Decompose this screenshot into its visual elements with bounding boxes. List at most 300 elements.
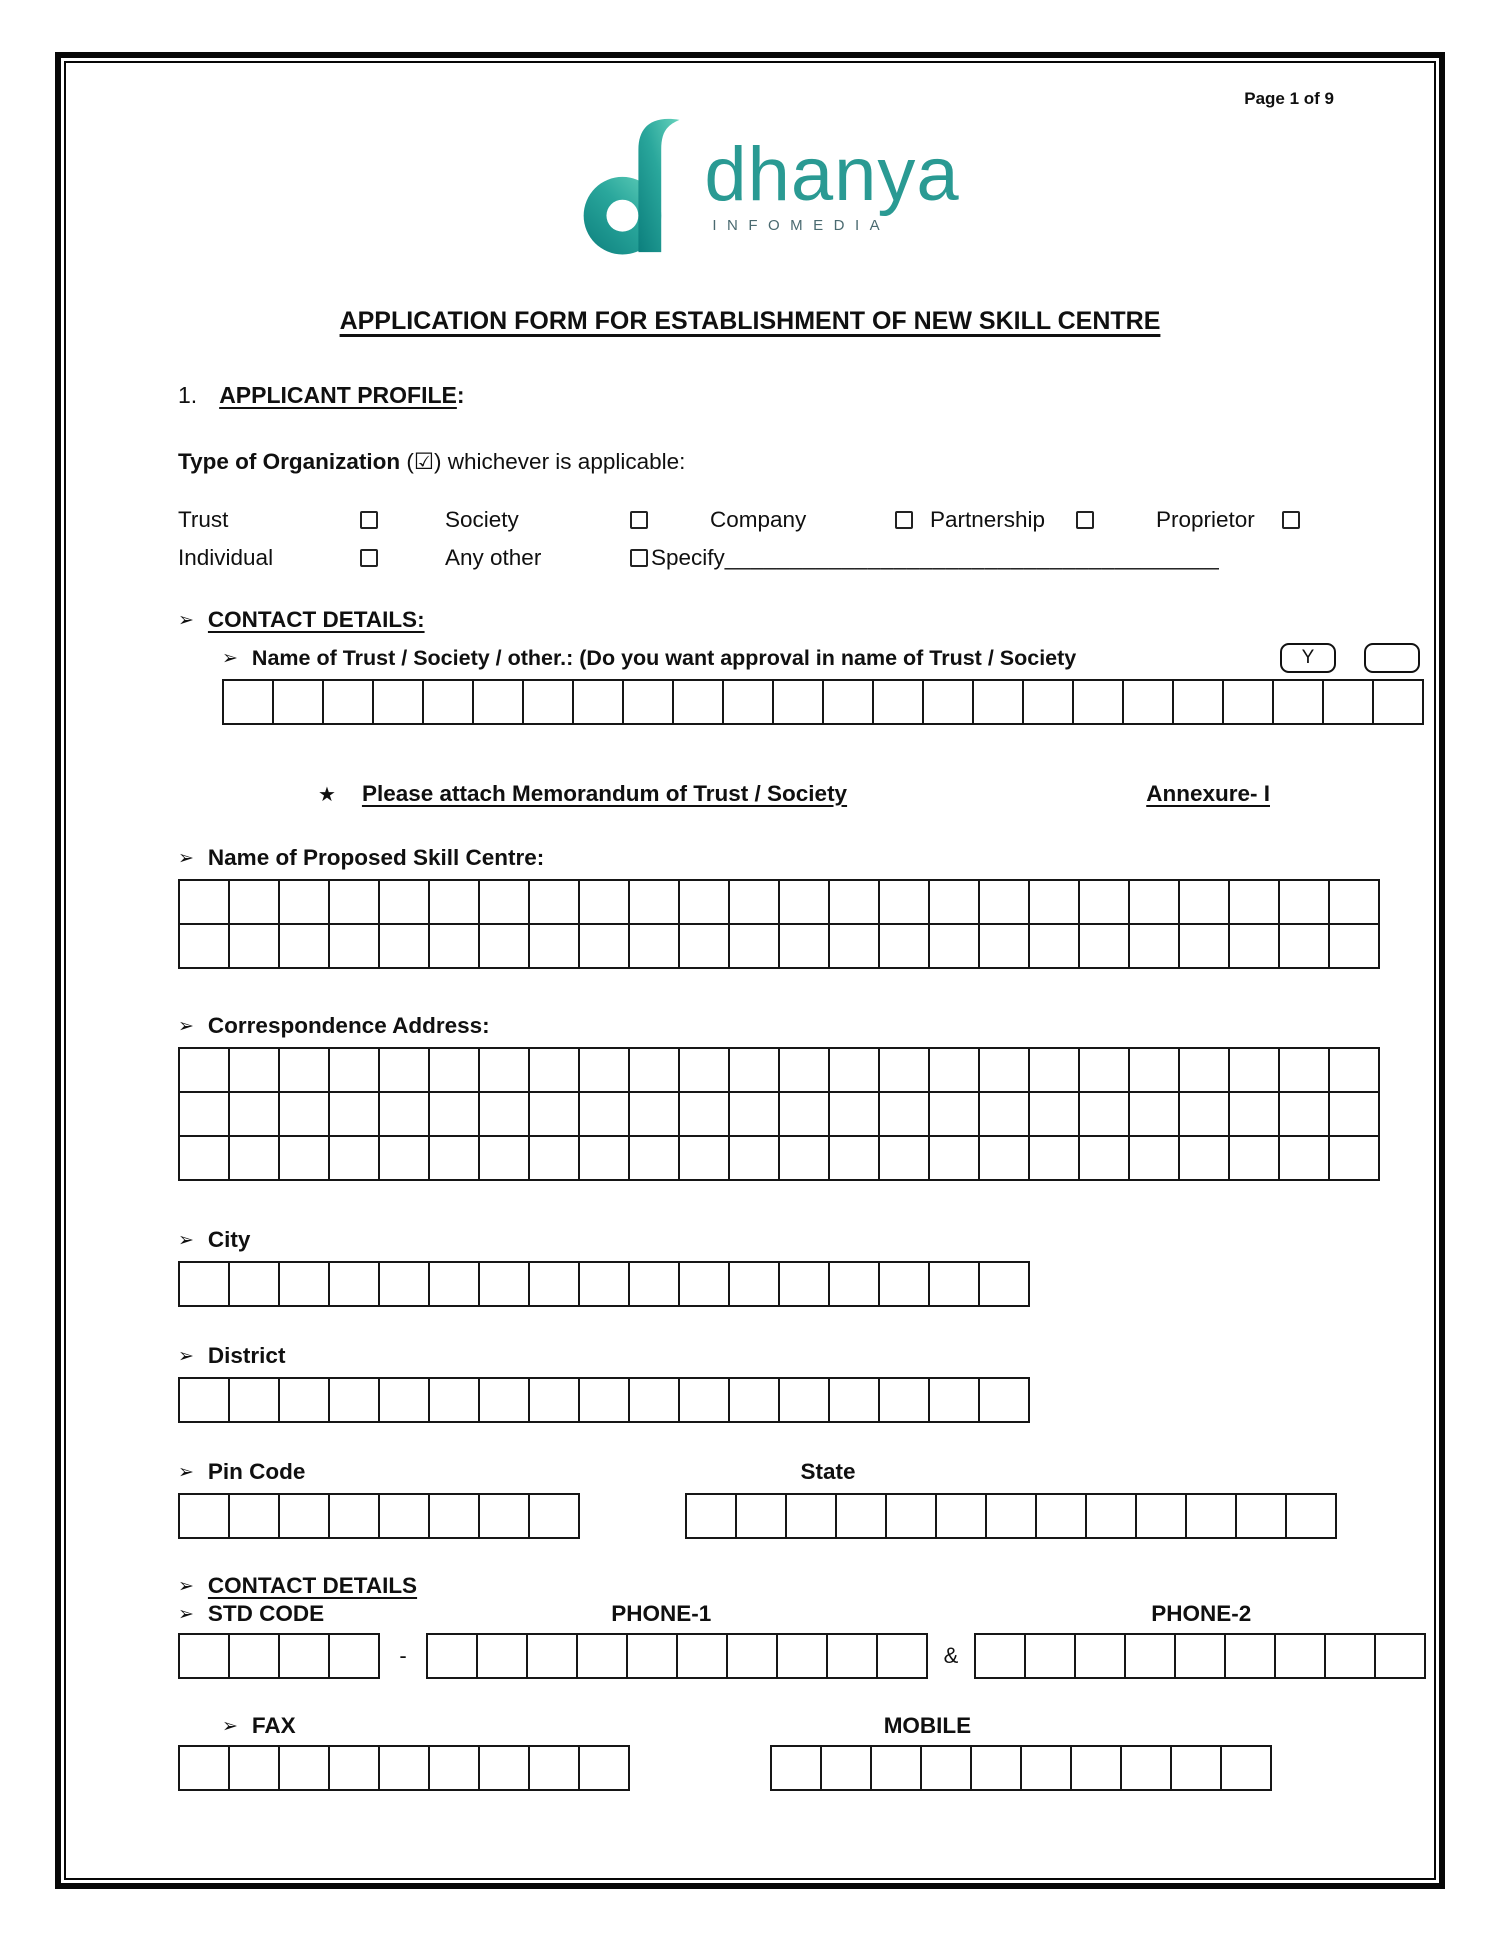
char-cell[interactable] bbox=[476, 1633, 528, 1679]
brand-wordmark bbox=[704, 132, 960, 235]
char-cell[interactable] bbox=[978, 1261, 1030, 1307]
char-cell[interactable] bbox=[970, 1745, 1022, 1791]
org-type-label: Type of Organization bbox=[178, 449, 401, 474]
char-cell[interactable] bbox=[1328, 1091, 1380, 1137]
char-cell[interactable] bbox=[378, 1261, 430, 1307]
char-cell[interactable] bbox=[885, 1493, 937, 1539]
char-cell[interactable] bbox=[1328, 923, 1380, 969]
char-grid-row bbox=[178, 1745, 630, 1791]
char-grid-row bbox=[178, 1091, 1434, 1137]
char-cell[interactable] bbox=[528, 1493, 580, 1539]
char-cell[interactable] bbox=[528, 1135, 580, 1181]
char-cell[interactable] bbox=[978, 1047, 1030, 1093]
char-cell[interactable] bbox=[278, 1261, 330, 1307]
char-cell[interactable] bbox=[1078, 923, 1130, 969]
char-cell[interactable] bbox=[778, 1377, 830, 1423]
char-cell[interactable] bbox=[328, 1047, 380, 1093]
phone1-char-grid bbox=[426, 1633, 928, 1679]
char-cell[interactable] bbox=[1022, 679, 1074, 725]
pin-code-label: Pin Code bbox=[207, 1459, 306, 1484]
char-cell[interactable] bbox=[1285, 1493, 1337, 1539]
specify-blank-line[interactable]: ______________________________________ bbox=[724, 545, 1220, 570]
char-cell[interactable] bbox=[378, 923, 430, 969]
char-cell[interactable] bbox=[1178, 1091, 1230, 1137]
char-cell[interactable] bbox=[222, 679, 274, 725]
char-cell[interactable] bbox=[426, 1633, 478, 1679]
char-cell[interactable] bbox=[578, 1745, 630, 1791]
char-cell[interactable] bbox=[1028, 879, 1080, 925]
char-cell[interactable] bbox=[428, 923, 480, 969]
char-cell[interactable] bbox=[1278, 923, 1330, 969]
char-cell[interactable] bbox=[822, 679, 874, 725]
char-cell[interactable] bbox=[678, 923, 730, 969]
char-cell[interactable] bbox=[1024, 1633, 1076, 1679]
char-cell[interactable] bbox=[178, 1745, 230, 1791]
char-cell[interactable] bbox=[328, 1261, 380, 1307]
option-label-society: Society bbox=[445, 507, 519, 532]
fax-mobile-label-row bbox=[222, 1713, 1434, 1739]
char-cell[interactable] bbox=[1120, 1745, 1172, 1791]
char-cell[interactable] bbox=[1135, 1493, 1187, 1539]
specify-label: Specify bbox=[651, 545, 725, 570]
fax-char-grid bbox=[178, 1745, 630, 1791]
char-cell[interactable] bbox=[820, 1745, 872, 1791]
skill-centre-char-grid bbox=[178, 879, 1434, 969]
char-cell[interactable] bbox=[378, 1091, 430, 1137]
char-cell[interactable] bbox=[928, 879, 980, 925]
char-cell[interactable] bbox=[1228, 1091, 1280, 1137]
char-cell[interactable] bbox=[1078, 1047, 1130, 1093]
char-cell[interactable] bbox=[328, 1377, 380, 1423]
mobile-char-grid bbox=[770, 1745, 1272, 1791]
char-grid-row bbox=[178, 1633, 380, 1679]
char-cell[interactable] bbox=[1170, 1745, 1222, 1791]
char-cell[interactable] bbox=[578, 1091, 630, 1137]
char-cell[interactable] bbox=[428, 1377, 480, 1423]
char-cell[interactable] bbox=[578, 1377, 630, 1423]
char-cell[interactable] bbox=[1324, 1633, 1376, 1679]
char-cell[interactable] bbox=[328, 923, 380, 969]
char-cell[interactable] bbox=[228, 879, 280, 925]
char-cell[interactable] bbox=[378, 879, 430, 925]
approval-yes-box[interactable]: Y bbox=[1280, 643, 1336, 673]
partnership-checkbox[interactable] bbox=[1076, 511, 1094, 529]
char-cell[interactable] bbox=[878, 1377, 930, 1423]
char-cell[interactable] bbox=[228, 1745, 280, 1791]
phone-labels-row bbox=[178, 1601, 1434, 1627]
dhanya-logo-icon bbox=[572, 113, 682, 259]
char-cell[interactable] bbox=[1128, 1047, 1180, 1093]
char-cell[interactable] bbox=[228, 1633, 280, 1679]
char-cell[interactable] bbox=[628, 1135, 680, 1181]
char-cell[interactable] bbox=[778, 879, 830, 925]
char-cell[interactable] bbox=[278, 1493, 330, 1539]
char-cell[interactable] bbox=[828, 1047, 880, 1093]
char-cell[interactable] bbox=[1128, 879, 1180, 925]
char-cell[interactable] bbox=[478, 923, 530, 969]
char-cell[interactable] bbox=[870, 1745, 922, 1791]
char-cell[interactable] bbox=[528, 1377, 580, 1423]
char-cell[interactable] bbox=[878, 1047, 930, 1093]
company-checkbox[interactable] bbox=[895, 511, 913, 529]
char-cell[interactable] bbox=[878, 879, 930, 925]
char-cell[interactable] bbox=[1228, 923, 1280, 969]
char-cell[interactable] bbox=[972, 679, 1024, 725]
char-cell[interactable] bbox=[528, 1745, 580, 1791]
char-cell[interactable] bbox=[778, 1261, 830, 1307]
char-cell[interactable] bbox=[678, 879, 730, 925]
char-cell[interactable] bbox=[378, 1745, 430, 1791]
char-cell[interactable] bbox=[178, 1261, 230, 1307]
char-cell[interactable] bbox=[678, 1047, 730, 1093]
char-cell[interactable] bbox=[1235, 1493, 1287, 1539]
char-cell[interactable] bbox=[1220, 1745, 1272, 1791]
char-cell[interactable] bbox=[478, 1377, 530, 1423]
char-cell[interactable] bbox=[678, 1377, 730, 1423]
char-cell[interactable] bbox=[178, 1633, 230, 1679]
char-cell[interactable] bbox=[228, 1135, 280, 1181]
org-type-options-row-1 bbox=[178, 507, 1434, 533]
char-cell[interactable] bbox=[628, 923, 680, 969]
char-cell[interactable] bbox=[1274, 1633, 1326, 1679]
char-cell[interactable] bbox=[428, 879, 480, 925]
char-cell[interactable] bbox=[978, 1135, 1030, 1181]
char-cell[interactable] bbox=[628, 1091, 680, 1137]
org-type-options-row-2 bbox=[178, 545, 1434, 571]
char-cell[interactable] bbox=[372, 679, 424, 725]
page-number: Page 1 of 9 bbox=[1244, 89, 1334, 108]
char-cell[interactable] bbox=[1178, 923, 1230, 969]
char-cell[interactable] bbox=[278, 1745, 330, 1791]
char-cell[interactable] bbox=[678, 1135, 730, 1181]
char-cell[interactable] bbox=[378, 1047, 430, 1093]
char-cell[interactable] bbox=[578, 1047, 630, 1093]
char-cell[interactable] bbox=[478, 879, 530, 925]
char-cell[interactable] bbox=[1372, 679, 1424, 725]
char-cell[interactable] bbox=[628, 1377, 680, 1423]
char-cell[interactable] bbox=[676, 1633, 728, 1679]
char-cell[interactable] bbox=[178, 1135, 230, 1181]
char-cell[interactable] bbox=[828, 1261, 880, 1307]
char-cell[interactable] bbox=[1172, 679, 1224, 725]
char-cell[interactable] bbox=[828, 923, 880, 969]
char-cell[interactable] bbox=[422, 679, 474, 725]
char-cell[interactable] bbox=[1178, 1047, 1230, 1093]
char-cell[interactable] bbox=[478, 1493, 530, 1539]
char-cell[interactable] bbox=[228, 1261, 280, 1307]
arrow-bullet-icon: ➢ bbox=[178, 1461, 194, 1483]
char-cell[interactable] bbox=[735, 1493, 787, 1539]
char-cell[interactable] bbox=[1028, 1135, 1080, 1181]
char-cell[interactable] bbox=[578, 879, 630, 925]
char-cell[interactable] bbox=[1328, 1047, 1380, 1093]
char-cell[interactable] bbox=[1328, 1135, 1380, 1181]
char-cell[interactable] bbox=[928, 1261, 980, 1307]
char-cell[interactable] bbox=[278, 1377, 330, 1423]
char-cell[interactable] bbox=[1028, 923, 1080, 969]
city-label: City bbox=[207, 1227, 251, 1252]
arrow-bullet-icon: ➢ bbox=[178, 1229, 194, 1251]
char-grid-row bbox=[178, 1261, 1434, 1307]
char-cell[interactable] bbox=[528, 1091, 580, 1137]
char-cell[interactable] bbox=[1020, 1745, 1072, 1791]
arrow-bullet-icon: ➢ bbox=[222, 1715, 238, 1737]
char-cell[interactable] bbox=[178, 1377, 230, 1423]
char-cell[interactable] bbox=[728, 1261, 780, 1307]
char-cell[interactable] bbox=[328, 1135, 380, 1181]
char-cell[interactable] bbox=[528, 1047, 580, 1093]
char-cell[interactable] bbox=[835, 1493, 887, 1539]
char-cell[interactable] bbox=[770, 1745, 822, 1791]
char-cell[interactable] bbox=[478, 1047, 530, 1093]
char-cell[interactable] bbox=[278, 1047, 330, 1093]
char-cell[interactable] bbox=[428, 1261, 480, 1307]
char-cell[interactable] bbox=[278, 879, 330, 925]
char-cell[interactable] bbox=[578, 1261, 630, 1307]
std-code-label: STD CODE bbox=[207, 1601, 325, 1626]
char-cell[interactable] bbox=[1374, 1633, 1426, 1679]
char-cell[interactable] bbox=[528, 879, 580, 925]
char-cell[interactable] bbox=[685, 1493, 737, 1539]
char-cell[interactable] bbox=[428, 1091, 480, 1137]
char-cell[interactable] bbox=[428, 1047, 480, 1093]
char-cell[interactable] bbox=[678, 1091, 730, 1137]
char-cell[interactable] bbox=[228, 923, 280, 969]
char-cell[interactable] bbox=[622, 679, 674, 725]
char-cell[interactable] bbox=[228, 1047, 280, 1093]
char-cell[interactable] bbox=[1185, 1493, 1237, 1539]
char-cell[interactable] bbox=[1035, 1493, 1087, 1539]
char-cell[interactable] bbox=[876, 1633, 928, 1679]
char-cell[interactable] bbox=[1072, 679, 1124, 725]
char-cell[interactable] bbox=[872, 679, 924, 725]
char-cell[interactable] bbox=[576, 1633, 628, 1679]
char-cell[interactable] bbox=[1178, 879, 1230, 925]
char-cell[interactable] bbox=[478, 1135, 530, 1181]
fax-label: FAX bbox=[251, 1713, 296, 1738]
char-cell[interactable] bbox=[1078, 879, 1130, 925]
char-grid-row bbox=[178, 879, 1434, 925]
contact-details-heading-row bbox=[178, 607, 1434, 633]
char-cell[interactable] bbox=[778, 1047, 830, 1093]
char-grid-row bbox=[426, 1633, 928, 1679]
char-cell[interactable] bbox=[1078, 1135, 1130, 1181]
char-cell[interactable] bbox=[228, 1493, 280, 1539]
char-cell[interactable] bbox=[826, 1633, 878, 1679]
char-cell[interactable] bbox=[578, 1135, 630, 1181]
char-cell[interactable] bbox=[328, 1493, 380, 1539]
arrow-bullet-icon: ➢ bbox=[178, 1575, 194, 1597]
char-cell[interactable] bbox=[978, 1377, 1030, 1423]
char-grid-row bbox=[974, 1633, 1426, 1679]
char-cell[interactable] bbox=[472, 679, 524, 725]
char-cell[interactable] bbox=[1174, 1633, 1226, 1679]
char-cell[interactable] bbox=[428, 1493, 480, 1539]
char-cell[interactable] bbox=[378, 1135, 430, 1181]
approval-no-box[interactable] bbox=[1364, 643, 1420, 673]
individual-checkbox[interactable] bbox=[360, 549, 378, 567]
char-cell[interactable] bbox=[1124, 1633, 1176, 1679]
society-checkbox[interactable] bbox=[630, 511, 648, 529]
char-cell[interactable] bbox=[278, 923, 330, 969]
char-cell[interactable] bbox=[726, 1633, 778, 1679]
char-cell[interactable] bbox=[1272, 679, 1324, 725]
memorandum-note: Please attach Memorandum of Trust / Society bbox=[361, 781, 848, 806]
char-cell[interactable] bbox=[428, 1745, 480, 1791]
char-cell[interactable] bbox=[922, 679, 974, 725]
char-cell[interactable] bbox=[728, 1091, 780, 1137]
star-icon: ★ bbox=[318, 784, 336, 806]
char-cell[interactable] bbox=[878, 1135, 930, 1181]
char-cell[interactable] bbox=[728, 1135, 780, 1181]
char-cell[interactable] bbox=[478, 1091, 530, 1137]
char-cell[interactable] bbox=[1028, 1047, 1080, 1093]
char-grid-row bbox=[770, 1745, 1272, 1791]
char-cell[interactable] bbox=[778, 923, 830, 969]
char-cell[interactable] bbox=[278, 1135, 330, 1181]
char-cell[interactable] bbox=[1222, 679, 1274, 725]
char-cell[interactable] bbox=[478, 1745, 530, 1791]
option-label-individual: Individual bbox=[178, 545, 274, 570]
char-cell[interactable] bbox=[528, 1261, 580, 1307]
char-cell[interactable] bbox=[1228, 1047, 1280, 1093]
form-title: APPLICATION FORM FOR ESTABLISHMENT OF NEW SKILL CENTRE bbox=[339, 307, 1161, 335]
char-cell[interactable] bbox=[228, 1091, 280, 1137]
char-cell[interactable] bbox=[526, 1633, 578, 1679]
char-cell[interactable] bbox=[1278, 879, 1330, 925]
char-cell[interactable] bbox=[278, 1633, 330, 1679]
char-cell[interactable] bbox=[678, 1261, 730, 1307]
phone-grids-row bbox=[178, 1633, 1434, 1679]
char-cell[interactable] bbox=[978, 923, 1030, 969]
char-cell[interactable] bbox=[1278, 1047, 1330, 1093]
correspondence-label-row bbox=[178, 1013, 1434, 1039]
option-label-proprietor: Proprietor bbox=[1156, 507, 1255, 532]
char-cell[interactable] bbox=[985, 1493, 1037, 1539]
char-cell[interactable] bbox=[974, 1633, 1026, 1679]
char-cell[interactable] bbox=[935, 1493, 987, 1539]
char-cell[interactable] bbox=[978, 879, 1030, 925]
char-cell[interactable] bbox=[672, 679, 724, 725]
char-cell[interactable] bbox=[178, 923, 230, 969]
char-cell[interactable] bbox=[828, 1135, 880, 1181]
fax-mobile-grids-row bbox=[178, 1745, 1434, 1791]
char-cell[interactable] bbox=[1074, 1633, 1126, 1679]
std-code-char-grid bbox=[178, 1633, 380, 1679]
char-cell[interactable] bbox=[328, 1633, 380, 1679]
char-cell[interactable] bbox=[728, 1377, 780, 1423]
char-cell[interactable] bbox=[178, 1493, 230, 1539]
char-cell[interactable] bbox=[178, 1047, 230, 1093]
trust-checkbox[interactable] bbox=[360, 511, 378, 529]
char-cell[interactable] bbox=[878, 1091, 930, 1137]
char-cell[interactable] bbox=[772, 679, 824, 725]
char-cell[interactable] bbox=[776, 1633, 828, 1679]
char-cell[interactable] bbox=[828, 879, 880, 925]
char-cell[interactable] bbox=[278, 1091, 330, 1137]
char-cell[interactable] bbox=[728, 923, 780, 969]
char-cell[interactable] bbox=[522, 679, 574, 725]
correspondence-label: Correspondence Address: bbox=[207, 1013, 490, 1038]
char-cell[interactable] bbox=[1028, 1091, 1080, 1137]
char-cell[interactable] bbox=[878, 1261, 930, 1307]
char-cell[interactable] bbox=[1328, 879, 1380, 925]
char-cell[interactable] bbox=[628, 879, 680, 925]
char-cell[interactable] bbox=[778, 1091, 830, 1137]
char-cell[interactable] bbox=[322, 679, 374, 725]
char-cell[interactable] bbox=[1278, 1135, 1330, 1181]
char-cell[interactable] bbox=[1078, 1091, 1130, 1137]
char-cell[interactable] bbox=[1128, 1091, 1180, 1137]
char-cell[interactable] bbox=[1322, 679, 1374, 725]
char-cell[interactable] bbox=[1122, 679, 1174, 725]
char-cell[interactable] bbox=[728, 879, 780, 925]
char-cell[interactable] bbox=[628, 1261, 680, 1307]
char-cell[interactable] bbox=[1085, 1493, 1137, 1539]
char-grid-row bbox=[178, 1047, 1434, 1093]
char-cell[interactable] bbox=[628, 1047, 680, 1093]
contact-details-2-heading-row bbox=[178, 1573, 1434, 1599]
char-cell[interactable] bbox=[1228, 1135, 1280, 1181]
char-cell[interactable] bbox=[928, 923, 980, 969]
char-cell[interactable] bbox=[1128, 1135, 1180, 1181]
char-cell[interactable] bbox=[328, 1091, 380, 1137]
char-cell[interactable] bbox=[572, 679, 624, 725]
char-cell[interactable] bbox=[722, 679, 774, 725]
contact-details-heading: CONTACT DETAILS: bbox=[207, 607, 425, 632]
char-cell[interactable] bbox=[378, 1377, 430, 1423]
char-cell[interactable] bbox=[428, 1135, 480, 1181]
char-cell[interactable] bbox=[920, 1745, 972, 1791]
char-cell[interactable] bbox=[978, 1091, 1030, 1137]
char-cell[interactable] bbox=[272, 679, 324, 725]
char-cell[interactable] bbox=[228, 1377, 280, 1423]
char-cell[interactable] bbox=[878, 923, 930, 969]
char-cell[interactable] bbox=[178, 879, 230, 925]
char-cell[interactable] bbox=[378, 1493, 430, 1539]
pin-state-label-row bbox=[178, 1459, 1434, 1485]
char-cell[interactable] bbox=[578, 923, 630, 969]
char-cell[interactable] bbox=[528, 923, 580, 969]
char-cell[interactable] bbox=[178, 1091, 230, 1137]
any-other-checkbox[interactable] bbox=[630, 549, 648, 567]
char-cell[interactable] bbox=[1070, 1745, 1122, 1791]
arrow-bullet-icon: ➢ bbox=[178, 1345, 194, 1367]
phone2-char-grid bbox=[974, 1633, 1426, 1679]
proprietor-checkbox[interactable] bbox=[1282, 511, 1300, 529]
char-cell[interactable] bbox=[785, 1493, 837, 1539]
district-label-row bbox=[178, 1343, 1434, 1369]
char-cell[interactable] bbox=[778, 1135, 830, 1181]
char-cell[interactable] bbox=[928, 1091, 980, 1137]
char-cell[interactable] bbox=[928, 1135, 980, 1181]
char-cell[interactable] bbox=[328, 879, 380, 925]
char-cell[interactable] bbox=[1228, 879, 1280, 925]
char-cell[interactable] bbox=[728, 1047, 780, 1093]
char-cell[interactable] bbox=[928, 1047, 980, 1093]
char-cell[interactable] bbox=[928, 1377, 980, 1423]
char-cell[interactable] bbox=[626, 1633, 678, 1679]
char-cell[interactable] bbox=[1224, 1633, 1276, 1679]
pin-state-grids-row bbox=[178, 1493, 1434, 1539]
char-cell[interactable] bbox=[1278, 1091, 1330, 1137]
char-cell[interactable] bbox=[1128, 923, 1180, 969]
char-cell[interactable] bbox=[328, 1745, 380, 1791]
char-cell[interactable] bbox=[828, 1091, 880, 1137]
char-cell[interactable] bbox=[1178, 1135, 1230, 1181]
char-cell[interactable] bbox=[478, 1261, 530, 1307]
char-cell[interactable] bbox=[828, 1377, 880, 1423]
